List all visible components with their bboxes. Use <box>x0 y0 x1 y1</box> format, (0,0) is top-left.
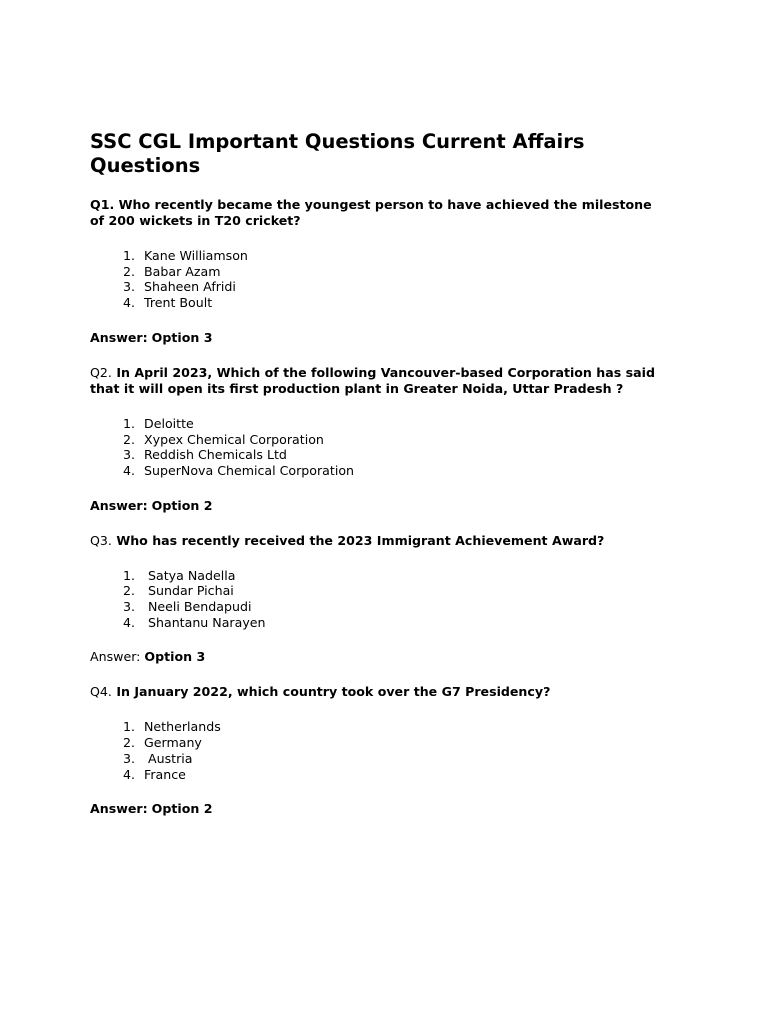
option-item <box>90 432 658 448</box>
question-text: In April 2023, Which of the following Vancouver-based Corporation has said that it will open its first production plant in Greater Noida, Uttar Pradesh ? <box>90 364 655 396</box>
option-text: Sundar Pichai <box>148 583 234 599</box>
answer-label: Answer: <box>90 497 148 513</box>
option-text: Satya Nadella <box>148 567 236 583</box>
answer-4 <box>90 801 658 817</box>
option-number: 3. <box>122 750 135 766</box>
option-item <box>90 447 658 463</box>
option-number: 4. <box>122 295 135 311</box>
option-item <box>90 735 658 751</box>
option-number: 1. <box>122 415 135 431</box>
option-text: Babar Azam <box>144 263 221 279</box>
option-text: Deloitte <box>144 415 194 431</box>
answer-3 <box>90 649 658 665</box>
options-list <box>90 248 658 311</box>
option-text: Shaheen Afridi <box>144 279 236 295</box>
answer-value: Option 2 <box>151 801 213 817</box>
question-1 <box>90 197 658 229</box>
option-item <box>90 767 658 783</box>
option-item <box>90 615 658 631</box>
option-item <box>90 264 658 280</box>
answer-label: Answer: <box>90 329 148 345</box>
option-item <box>90 279 658 295</box>
option-text: France <box>144 766 186 782</box>
option-item <box>90 599 658 615</box>
answer-value: Option 2 <box>151 497 213 513</box>
option-text: Trent Boult <box>144 295 213 311</box>
option-item <box>90 751 658 767</box>
question-2 <box>90 365 658 397</box>
option-number: 4. <box>122 462 135 478</box>
options-list <box>90 719 658 782</box>
option-text: Shantanu Narayen <box>148 614 266 630</box>
option-number: 3. <box>122 447 135 463</box>
option-text: Netherlands <box>144 719 221 735</box>
answer-value: Option 3 <box>144 649 206 665</box>
option-number: 3. <box>122 599 135 615</box>
options-list <box>90 416 658 479</box>
answer-label: Answer: <box>90 649 141 665</box>
option-number: 1. <box>122 248 135 263</box>
option-number: 2. <box>122 431 135 447</box>
question-number: Q2. <box>90 364 112 380</box>
question-number: Q1. <box>90 197 115 212</box>
option-number: 4. <box>122 614 135 630</box>
option-number: 2. <box>122 735 135 751</box>
option-text: Kane Williamson <box>144 248 248 263</box>
option-number: 2. <box>122 583 135 599</box>
option-item <box>90 583 658 599</box>
answer-1 <box>90 330 658 346</box>
page-title: SSC CGL Important Questions Current Affairs Questions <box>90 130 585 177</box>
option-text: Neeli Bendapudi <box>148 599 252 615</box>
option-item <box>90 463 658 479</box>
question-3 <box>90 533 658 549</box>
question-text: In January 2022, which country took over the G7 Presidency? <box>116 684 551 700</box>
option-number: 3. <box>122 279 135 295</box>
option-number: 1. <box>122 567 135 583</box>
option-text: SuperNova Chemical Corporation <box>144 462 355 478</box>
option-item <box>90 416 658 432</box>
option-number: 4. <box>122 766 135 782</box>
option-text: Reddish Chemicals Ltd <box>144 447 287 463</box>
option-number: 1. <box>122 719 135 735</box>
answer-2 <box>90 498 658 514</box>
option-text: Xypex Chemical Corporation <box>144 431 324 447</box>
option-item <box>90 248 658 264</box>
question-text: Who recently became the youngest person to have achieved the milestone of 200 wickets in T20 cricket? <box>90 197 652 228</box>
option-number: 2. <box>122 263 135 279</box>
option-item <box>90 568 658 584</box>
option-item <box>90 719 658 735</box>
question-number: Q4. <box>90 684 112 700</box>
question-text: Who has recently received the 2023 Immigrant Achievement Award? <box>116 532 605 548</box>
question-4 <box>90 684 658 700</box>
answer-label: Answer: <box>90 801 148 817</box>
option-text: Austria <box>148 750 193 766</box>
options-list <box>90 568 658 631</box>
option-item <box>90 295 658 311</box>
option-text: Germany <box>144 735 202 751</box>
answer-value: Option 3 <box>151 329 213 345</box>
question-number: Q3. <box>90 532 112 548</box>
